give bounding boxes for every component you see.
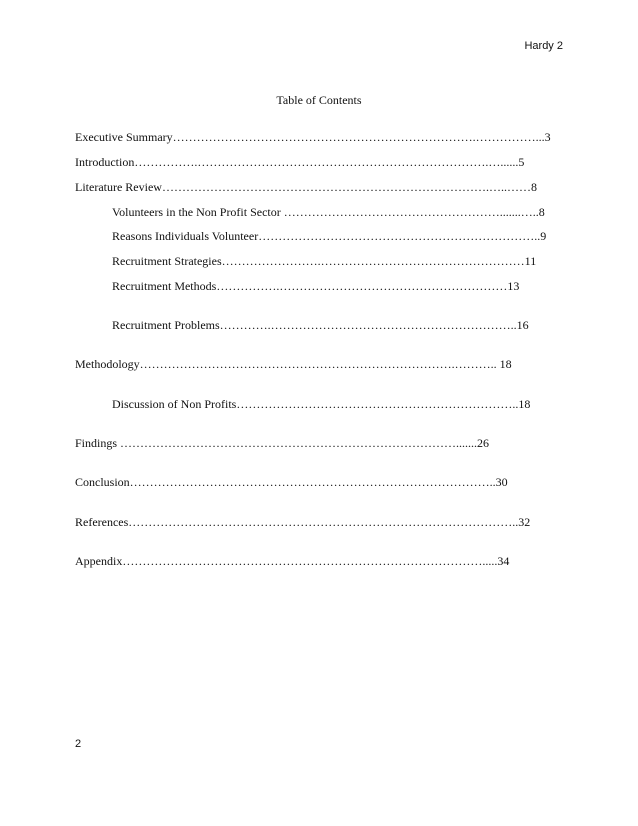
toc-entry-recruitment-strategies[interactable] [112, 254, 536, 268]
toc-page-number: 18 [499, 357, 512, 371]
toc-entry-label: Executive Summary [75, 130, 173, 144]
toc-entry-label: Volunteers in the Non Profit Sector [112, 205, 281, 219]
toc-leader-dots: …………….……………………………………………………………….…...... [134, 155, 519, 169]
page-number-footer: 2 [75, 738, 82, 750]
toc-entry-label: Recruitment Strategies [112, 254, 222, 268]
toc-leader-dots: ………………………………………………………………………………..... [122, 554, 498, 568]
toc-entry-executive-summary[interactable] [75, 130, 551, 144]
toc-entry-discussion-non-profits[interactable] [112, 397, 530, 411]
toc-page-number: 8 [530, 180, 537, 194]
toc-entry-label: Reasons Individuals Volunteer [112, 229, 259, 243]
toc-page-number: 11 [524, 254, 537, 268]
toc-page-number: 9 [540, 229, 547, 243]
toc-entry-references[interactable] [75, 515, 530, 529]
toc-entry-label: Appendix [75, 554, 123, 568]
page-title: Table of Contents [276, 93, 362, 107]
running-head: Hardy 2 [524, 40, 563, 52]
toc-leader-dots: …………………………………………………………………….……….. [139, 357, 500, 371]
toc-entry-label: Findings [75, 436, 118, 450]
toc-leader-dots: ……………………………………………….......….. [280, 205, 539, 219]
toc-entry-methodology[interactable] [75, 357, 512, 371]
toc-leader-dots: ……………………………………………………………………….…..…… [161, 180, 531, 194]
toc-entry-reasons-volunteer[interactable] [112, 229, 546, 243]
toc-page-number: 32 [518, 515, 531, 529]
toc-page-number: 3 [544, 130, 551, 144]
toc-page-number: 30 [495, 475, 508, 489]
toc-page-number: 26 [477, 436, 490, 450]
toc-leader-dots: ………………………………………………………………….……………... [172, 130, 545, 144]
toc-leader-dots: …………………………………………………………………………………….. [128, 515, 519, 529]
toc-entry-label: Methodology [75, 357, 140, 371]
toc-entry-volunteers-non-profit[interactable] [112, 205, 545, 219]
toc-entry-recruitment-methods[interactable] [112, 279, 519, 293]
toc-entry-appendix[interactable] [75, 554, 509, 568]
toc-leader-dots: …………………….…………………………………………… [221, 254, 525, 268]
toc-entry-findings[interactable] [75, 436, 489, 450]
toc-entry-introduction[interactable] [75, 155, 524, 169]
toc-leader-dots: …………………………………………………………….. [236, 397, 519, 411]
toc-entry-label: Conclusion [75, 475, 130, 489]
toc-entry-label: Literature Review [75, 180, 162, 194]
toc-leader-dots: …………….………………………………………………… [216, 279, 508, 293]
toc-entry-label: Discussion of Non Profits [112, 397, 237, 411]
toc-page-number: 34 [497, 554, 510, 568]
toc-entry-conclusion[interactable] [75, 475, 508, 489]
toc-page-number: 8 [538, 205, 545, 219]
toc-page-number: 18 [518, 397, 531, 411]
toc-leader-dots: …………………………………………………………….. [258, 229, 541, 243]
toc-leader-dots: ………….…………………………………………………….. [219, 318, 517, 332]
toc-entry-label: Introduction [75, 155, 135, 169]
toc-leader-dots: ……………………………………………………………………………….. [129, 475, 496, 489]
toc-page-number: 5 [518, 155, 525, 169]
toc-leader-dots: …………………………………………………………………………....... [117, 436, 478, 450]
toc-entry-label: Recruitment Problems [112, 318, 220, 332]
toc-entry-recruitment-problems[interactable] [112, 318, 529, 332]
toc-page-number: 13 [507, 279, 520, 293]
toc-entry-label: Recruitment Methods [112, 279, 217, 293]
toc-entry-literature-review[interactable] [75, 180, 537, 194]
toc-entry-label: References [75, 515, 129, 529]
toc-page-number: 16 [516, 318, 529, 332]
